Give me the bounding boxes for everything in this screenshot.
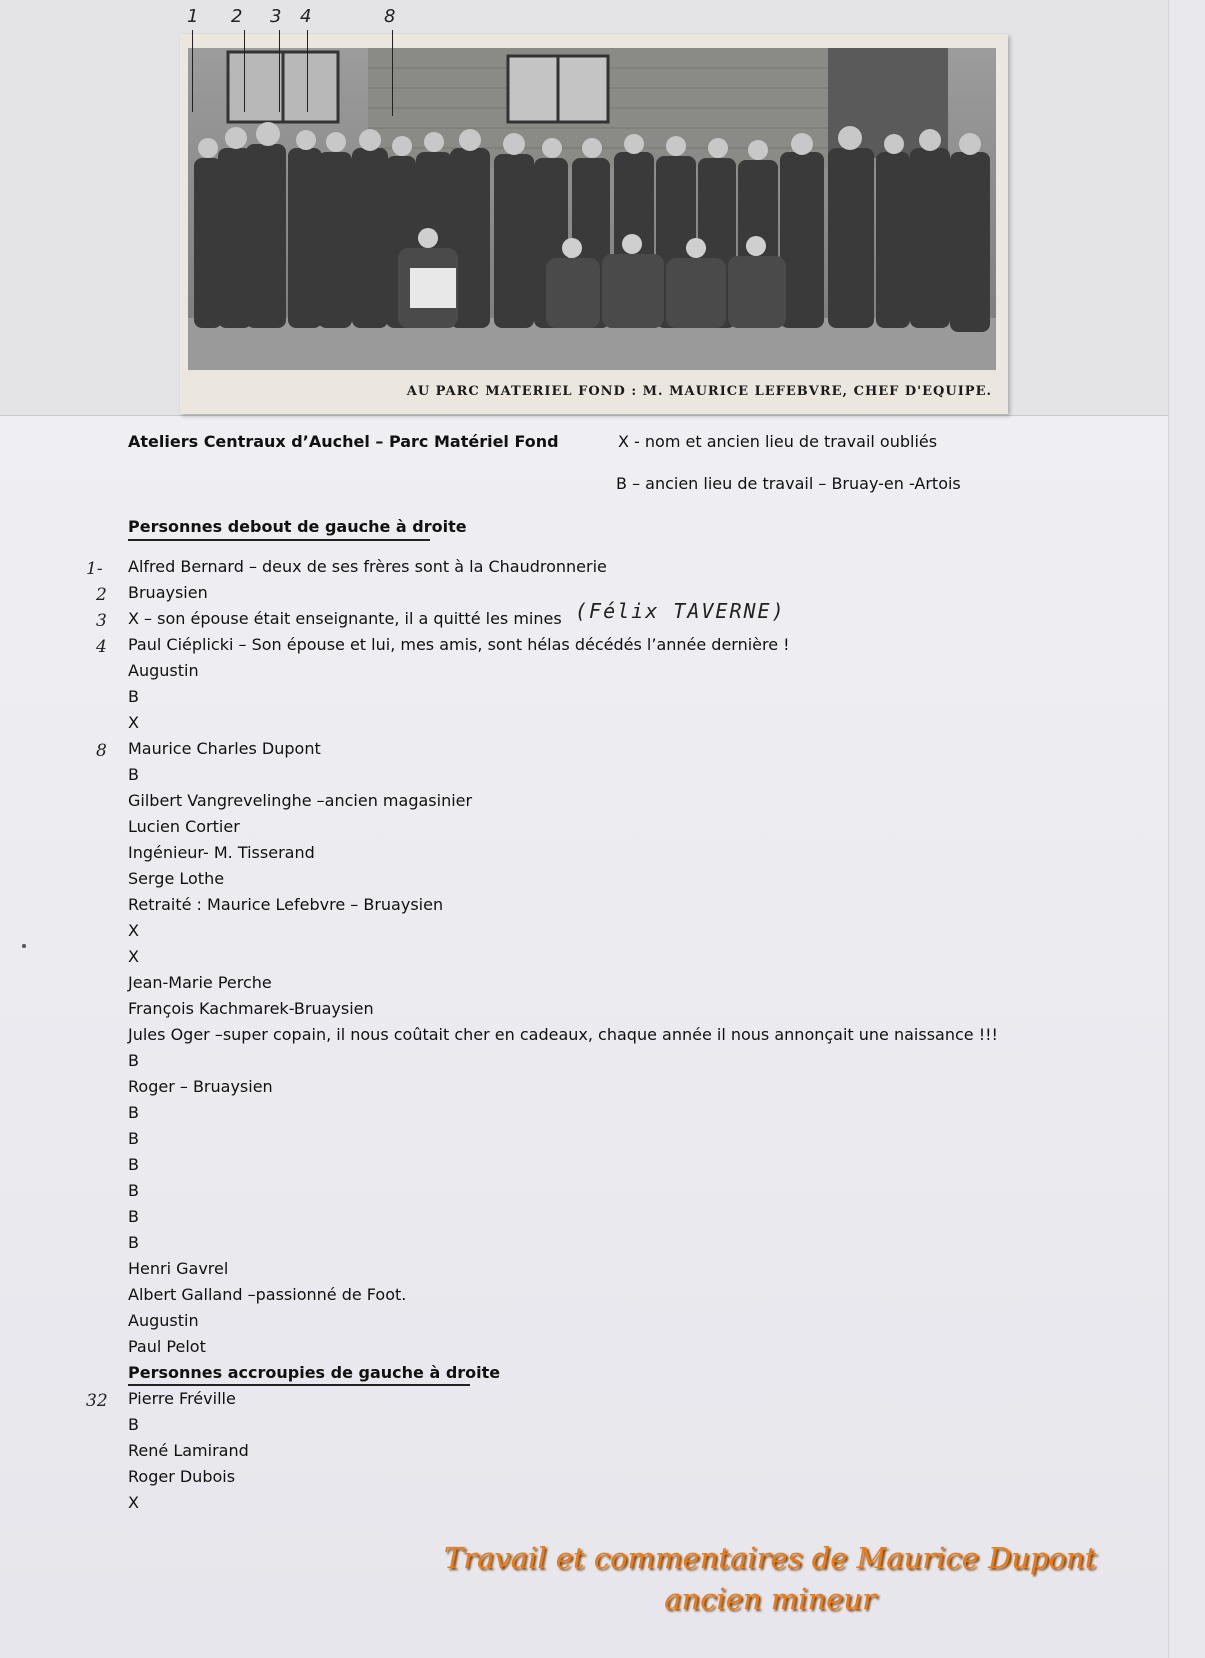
list-item: Pierre Fréville — [128, 1389, 236, 1408]
handwritten-number: 1- — [86, 559, 103, 579]
scan-speck — [22, 944, 26, 948]
list-item: Jules Oger –super copain, il nous coûtait cher en cadeaux, chaque année il nous annonçait une naissance !!! — [128, 1025, 998, 1044]
list-item: X – son épouse était enseignante, il a quitté les mines — [128, 609, 562, 628]
list-item: Maurice Charles Dupont — [128, 739, 321, 758]
section-heading-standing: Personnes debout de gauche à droite — [128, 517, 467, 536]
list-item: Alfred Bernard – deux de ses frères sont à la Chaudronnerie — [128, 557, 607, 576]
list-item: B — [128, 1233, 139, 1252]
handwritten-note: (Félix TAVERNE) — [575, 599, 786, 623]
list-item: Paul Ciéplicki – Son épouse et lui, mes amis, sont hélas décédés l’année dernière ! — [128, 635, 790, 654]
list-item: B — [128, 687, 139, 706]
list-item: B — [128, 765, 139, 784]
section-heading-crouching: Personnes accroupies de gauche à droite — [128, 1363, 501, 1382]
pointer-line — [279, 30, 280, 112]
heading-underline — [128, 1384, 470, 1386]
legend-b: B – ancien lieu de travail – Bruay-en -Artois — [616, 474, 961, 493]
photo-number: 2 — [231, 6, 243, 27]
signature-line-2: ancien mineur — [664, 1582, 876, 1616]
list-item: Roger Dubois — [128, 1467, 236, 1486]
handwritten-number: 2 — [96, 585, 107, 605]
pointer-line — [244, 30, 245, 112]
list-item: X — [128, 921, 139, 940]
list-item: B — [128, 1415, 139, 1434]
newspaper-clipping — [180, 34, 1008, 414]
pointer-line — [192, 30, 193, 112]
handwritten-number: 3 — [96, 611, 107, 631]
photo-number: 3 — [270, 6, 282, 27]
list-item: X — [128, 1493, 139, 1512]
heading-underline — [128, 539, 430, 541]
list-item: François Kachmarek-Bruaysien — [128, 999, 374, 1018]
photo-caption: AU PARC MATERIEL FOND : M. MAURICE LEFEBVRE, CHEF D'EQUIPE. — [406, 384, 992, 399]
handwritten-number: 8 — [96, 741, 107, 761]
list-item: X — [128, 947, 139, 966]
photo-number: 4 — [300, 6, 312, 27]
list-item: Paul Pelot — [128, 1337, 206, 1356]
list-item: B — [128, 1155, 139, 1174]
group-photo — [188, 48, 996, 370]
group-photo-image — [188, 48, 996, 370]
list-item: B — [128, 1207, 139, 1226]
pointer-line — [307, 30, 308, 112]
list-item: Ingénieur- M. Tisserand — [128, 843, 315, 862]
list-item: Serge Lothe — [128, 869, 225, 888]
list-item: Augustin — [128, 1311, 199, 1330]
list-item: Gilbert Vangrevelinghe –ancien magasinier — [128, 791, 473, 810]
list-item: Jean-Marie Perche — [128, 973, 272, 992]
list-item: Albert Galland –passionné de Foot. — [128, 1285, 407, 1304]
list-item: Roger – Bruaysien — [128, 1077, 273, 1096]
list-item: Retraité : Maurice Lefebvre – Bruaysien — [128, 895, 444, 914]
legend-x: X - nom et ancien lieu de travail oubliés — [618, 432, 938, 451]
list-item: X — [128, 713, 139, 732]
list-item: Lucien Cortier — [128, 817, 240, 836]
photo-number: 8 — [384, 6, 396, 27]
signature-line-1: Travail et commentaires de Maurice Dupont — [443, 1541, 1097, 1575]
list-item: B — [128, 1051, 139, 1070]
list-item: Henri Gavrel — [128, 1259, 229, 1278]
list-item: Bruaysien — [128, 583, 208, 602]
photo-number: 1 — [187, 6, 199, 27]
list-item: Augustin — [128, 661, 199, 680]
list-item: René Lamirand — [128, 1441, 249, 1460]
page-edge — [1168, 0, 1205, 1658]
handwritten-number: 32 — [86, 1391, 108, 1411]
list-item: B — [128, 1103, 139, 1122]
handwritten-number: 4 — [96, 637, 107, 657]
list-item: B — [128, 1129, 139, 1148]
pointer-line — [392, 30, 393, 116]
document-title: Ateliers Centraux d’Auchel – Parc Matériel Fond — [128, 432, 559, 451]
list-item: B — [128, 1181, 139, 1200]
